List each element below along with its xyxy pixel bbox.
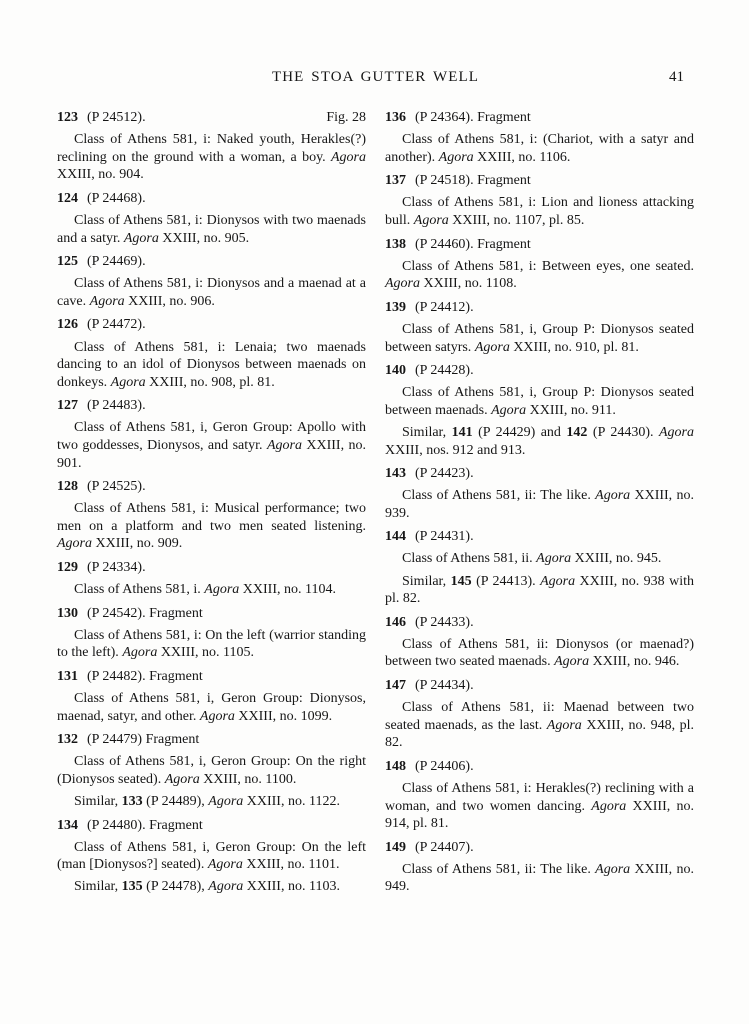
entry-body xyxy=(57,275,366,310)
italic-citation: Agora xyxy=(204,582,240,598)
entry-number: 148 xyxy=(385,758,406,774)
italic-citation: Agora xyxy=(164,772,200,787)
entry-body xyxy=(385,258,694,293)
entry-number: 126 xyxy=(57,317,78,333)
entry-body xyxy=(57,419,366,472)
entry-heading xyxy=(385,614,694,632)
text-segment: Class of Athens 581, ii: The like. xyxy=(402,488,596,504)
text-segment: Class of Athens 581, ii: Dionysos (or maenad?) between two seated maenads. xyxy=(385,636,694,670)
entry-body xyxy=(385,780,694,833)
text-segment: Class of Athens 581, i, Geron Group: On the left (man [Dionysos?] seated). xyxy=(57,839,366,873)
entry-body xyxy=(57,339,366,392)
entry-heading xyxy=(385,109,694,127)
text-segment: Class of Athens 581, ii: The like. xyxy=(402,861,596,877)
entry-number: 149 xyxy=(385,839,406,855)
entry-heading xyxy=(57,731,366,749)
text-segment: XXIII, no. 1122. xyxy=(243,794,340,810)
entry-heading xyxy=(57,109,366,127)
entry-body xyxy=(385,487,694,522)
entry-body xyxy=(57,627,366,662)
inventory-ref: (P 24412). xyxy=(415,299,474,315)
catalog-number-bold: 141 xyxy=(451,424,473,440)
text-segment: Class of Athens 581, i, Geron Group: Dionysos, maenad, satyr, and other. xyxy=(57,691,366,724)
entry-body xyxy=(385,699,694,752)
page-number: 41 xyxy=(669,69,684,85)
entry-heading xyxy=(57,190,366,208)
text-segment: Similar, xyxy=(74,794,122,810)
entry-number: 138 xyxy=(385,236,406,252)
text-segment: XXIII, no. 939. xyxy=(385,488,694,521)
catalog-number-bold: 145 xyxy=(450,573,472,589)
text-segment: Class of Athens 581, i, Group P: Dionysos seated between maenads. xyxy=(385,385,694,418)
text-segment: Class of Athens 581, i, Geron Group: On the right (Dionysos seated). xyxy=(57,754,366,787)
entry-number: 130 xyxy=(57,605,78,621)
entry-body xyxy=(385,861,694,896)
text-segment: XXIII, no. 914, pl. 81. xyxy=(385,798,694,832)
italic-citation: Agora xyxy=(591,798,627,814)
inventory-ref: (P 24483). xyxy=(87,398,146,414)
inventory-ref: (P 24428). xyxy=(415,363,474,379)
entry-body xyxy=(385,131,694,166)
inventory-ref: (P 24431). xyxy=(415,529,474,545)
text-segment: Class of Athens 581, i: Dionysos and a maenad at a cave. xyxy=(57,276,366,309)
inventory-ref: (P 24434). xyxy=(415,678,474,694)
text-segment: XXIII, no. 901. xyxy=(57,438,366,471)
text-segment: XXIII, no. 1100. xyxy=(199,772,297,787)
entry-number: 123 xyxy=(57,110,78,125)
entry-number: 129 xyxy=(57,560,78,576)
text-segment: XXIII, no. 1099. xyxy=(234,708,333,724)
text-segment: Class of Athens 581, i, Group P: Dionysos seated between satyrs. xyxy=(385,321,694,355)
italic-citation: Agora xyxy=(208,879,244,895)
inventory-ref: (P 24525). xyxy=(87,479,146,495)
text-segment: XXIII, no. 911. xyxy=(526,402,616,418)
text-segment: XXIII, no. 906. xyxy=(124,293,215,309)
inventory-ref: (P 24469). xyxy=(87,254,146,270)
entry-heading xyxy=(385,299,694,317)
text-segment: Class of Athens 581, i: Herakles(?) reclining with a woman, and two women dancing. xyxy=(385,781,694,814)
similar-note xyxy=(57,793,366,811)
text-columns xyxy=(57,109,694,896)
text-segment: XXIII, no. 1107, pl. 85. xyxy=(448,212,585,228)
entry-heading xyxy=(385,758,694,776)
text-segment: XXIII, no. 1105. xyxy=(157,645,254,661)
text-segment: (P 24489), xyxy=(142,794,209,810)
entry-body xyxy=(385,321,694,356)
entry-number: 143 xyxy=(385,466,406,482)
entry-body xyxy=(57,581,366,599)
inventory-ref: (P 24407). xyxy=(415,839,474,855)
italic-citation: Agora xyxy=(266,438,302,453)
text-segment: Class of Athens 581, i: Musical performance; two men on a platform and two men seated listening. xyxy=(57,501,366,534)
entry-heading xyxy=(385,465,694,483)
italic-citation: Agora xyxy=(199,708,235,724)
inventory-ref: (P 24460). Fragment xyxy=(415,236,531,252)
entry-body xyxy=(385,636,694,671)
catalog-number-bold: 135 xyxy=(121,879,143,895)
text-segment: (P 24429) and xyxy=(472,424,567,440)
inventory-ref: (P 24364). Fragment xyxy=(415,110,531,125)
entry-number: 146 xyxy=(385,614,406,630)
entry-heading xyxy=(385,236,694,254)
text-segment: Class of Athens 581, i: Dionysos with two maenads and a satyr. xyxy=(57,212,366,246)
entry-number: 128 xyxy=(57,479,78,495)
entry-heading xyxy=(57,478,366,496)
similar-note xyxy=(385,424,694,459)
entry-number: 127 xyxy=(57,398,78,414)
italic-citation: Agora xyxy=(123,230,159,246)
entry-heading xyxy=(57,817,366,835)
text-segment: (P 24478), xyxy=(142,879,209,895)
text-segment: Class of Athens 581, i. xyxy=(74,582,205,598)
entry-body xyxy=(385,550,694,568)
entry-number: 136 xyxy=(385,110,406,125)
text-segment: XXIII, no. 1108. xyxy=(420,276,517,292)
text-segment: XXIII, no. 908, pl. 81. xyxy=(145,374,275,390)
entry-heading xyxy=(57,253,366,271)
entry-body xyxy=(57,690,366,725)
text-segment: XXIII, no. 1103. xyxy=(243,879,340,895)
text-segment: Class of Athens 581, i: Naked youth, Herakles(?) reclining on the ground with a woman, a boy. xyxy=(57,132,366,165)
text-segment: XXIII, nos. 912 and 913. xyxy=(385,442,526,458)
text-segment: XXIII, no. 905. xyxy=(158,230,250,246)
entry-number: 140 xyxy=(385,363,406,379)
entry-number: 131 xyxy=(57,669,78,685)
entry-number: 125 xyxy=(57,254,78,270)
italic-citation: Agora xyxy=(208,794,244,810)
left-column xyxy=(57,109,366,896)
text-segment: Similar, xyxy=(74,879,122,895)
text-segment: XXIII, no. 909. xyxy=(92,536,183,552)
text-segment: XXIII, no. 1104. xyxy=(239,582,336,598)
inventory-ref: (P 24406). xyxy=(415,758,474,774)
entry-heading xyxy=(57,316,366,334)
entry-number: 134 xyxy=(57,817,78,833)
entry-body xyxy=(385,194,694,229)
text-segment: XXIII, no. 945. xyxy=(571,551,662,567)
text-segment: Class of Athens 581, ii. xyxy=(402,551,537,567)
italic-citation: Agora xyxy=(554,654,590,670)
italic-citation: Agora xyxy=(536,551,572,567)
italic-citation: Agora xyxy=(595,861,631,877)
text-segment: XXIII, no. 949. xyxy=(385,861,694,895)
text-segment: (P 24430). xyxy=(587,424,659,440)
page-title: THE STOA GUTTER WELL xyxy=(271,69,479,85)
entry-heading xyxy=(57,559,366,577)
entry-body xyxy=(57,500,366,553)
catalog-number-bold: 133 xyxy=(121,794,143,810)
text-segment: Class of Athens 581, i: Lion and lioness attacking bull. xyxy=(385,195,694,228)
text-segment: XXIII, no. 904. xyxy=(57,167,144,183)
italic-citation: Agora xyxy=(540,573,576,589)
italic-citation: Agora xyxy=(438,149,474,165)
entry-heading xyxy=(57,397,366,415)
italic-citation: Agora xyxy=(89,293,125,309)
entry-number: 147 xyxy=(385,678,406,694)
italic-citation: Agora xyxy=(331,149,366,165)
inventory-ref: (P 24482). Fragment xyxy=(87,669,203,685)
right-column xyxy=(385,109,694,896)
entry-body xyxy=(57,131,366,184)
entry-heading xyxy=(385,839,694,857)
entry-heading xyxy=(57,668,366,686)
inventory-ref: (P 24480). Fragment xyxy=(87,817,203,833)
italic-citation: Agora xyxy=(413,212,449,228)
entry-number: 137 xyxy=(385,173,406,189)
inventory-ref: (P 24423). xyxy=(415,466,474,482)
entry-number: 124 xyxy=(57,190,78,206)
italic-citation: Agora xyxy=(546,717,582,733)
entry-heading xyxy=(385,362,694,380)
inventory-ref: (P 24433). xyxy=(415,614,474,630)
text-segment: Similar, xyxy=(402,573,451,589)
entry-body xyxy=(57,212,366,247)
inventory-ref: (P 24479) Fragment xyxy=(87,732,200,748)
inventory-ref: (P 24542). Fragment xyxy=(87,605,203,621)
entry-heading xyxy=(385,528,694,546)
entry-number: 132 xyxy=(57,732,78,748)
text-segment: XXIII, no. 938 with pl. 82. xyxy=(385,573,694,607)
italic-citation: Agora xyxy=(385,276,420,292)
text-segment: Class of Athens 581, i, Geron Group: Apollo with two goddesses, Dionysos, and satyr. xyxy=(57,420,366,453)
entry-number: 139 xyxy=(385,299,406,315)
italic-citation: Agora xyxy=(207,857,243,873)
text-segment: Class of Athens 581, i: (Chariot, with a satyr and another). xyxy=(385,132,694,165)
running-header xyxy=(57,69,694,86)
italic-citation: Agora xyxy=(122,645,158,661)
text-segment: Class of Athens 581, i: Between eyes, one seated. xyxy=(402,258,694,274)
italic-citation: Agora xyxy=(57,536,92,552)
italic-citation: Agora xyxy=(658,424,694,440)
text-segment: (P 24413). xyxy=(471,573,541,589)
italic-citation: Agora xyxy=(110,374,146,390)
inventory-ref: (P 24468). xyxy=(87,190,146,206)
text-segment: Similar, xyxy=(402,424,452,440)
italic-citation: Agora xyxy=(474,339,510,355)
similar-note xyxy=(57,878,366,896)
text-segment: Class of Athens 581, i: On the left (warrior standing to the left). xyxy=(57,627,366,661)
text-segment: XXIII, no. 1101. xyxy=(242,857,340,873)
entry-body xyxy=(385,384,694,419)
text-segment: XXIII, no. 946. xyxy=(589,654,680,670)
text-segment: Class of Athens 581, i: Lenaia; two maenads dancing to an idol of Dionysos between maenads on donkeys. xyxy=(57,339,366,390)
text-segment: Class of Athens 581, ii: Maenad between two seated maenads, as the last. xyxy=(385,700,694,733)
text-segment: XXIII, no. 948, pl. 82. xyxy=(385,717,694,751)
entry-heading xyxy=(385,172,694,190)
figure-ref: Fig. 28 xyxy=(326,110,366,125)
italic-citation: Agora xyxy=(491,402,527,418)
inventory-ref: (P 24472). xyxy=(87,317,146,333)
italic-citation: Agora xyxy=(595,488,631,504)
entry-number: 144 xyxy=(385,529,406,545)
catalog-number-bold: 142 xyxy=(566,424,588,440)
inventory-ref: (P 24518). Fragment xyxy=(415,173,531,189)
text-segment: XXIII, no. 910, pl. 81. xyxy=(509,339,639,355)
similar-note xyxy=(385,573,694,608)
entry-heading xyxy=(57,605,366,623)
inventory-ref: (P 24512). xyxy=(87,110,146,125)
inventory-ref: (P 24334). xyxy=(87,560,146,576)
text-segment: XXIII, no. 1106. xyxy=(473,149,571,165)
entry-body xyxy=(57,839,366,874)
entry-body xyxy=(57,753,366,788)
entry-heading xyxy=(385,677,694,695)
